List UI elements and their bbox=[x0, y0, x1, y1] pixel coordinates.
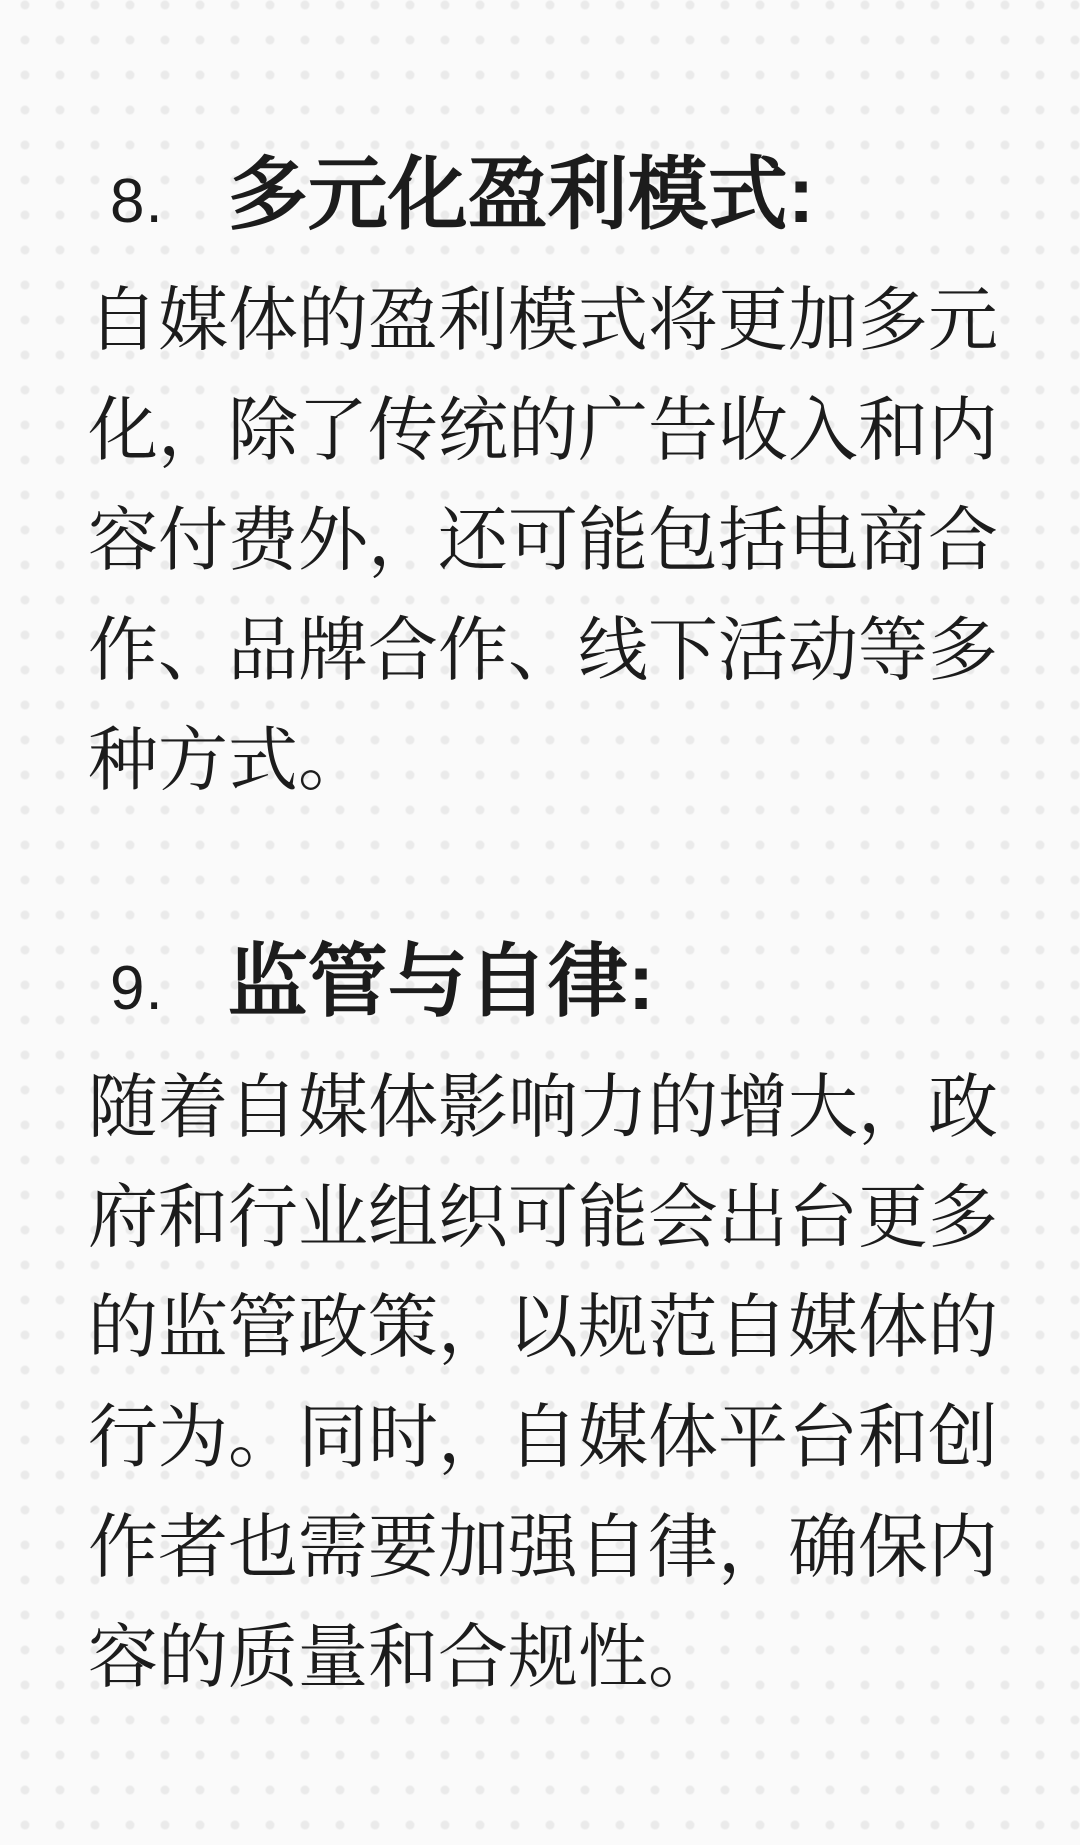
body-line: 府和行业组织可能会出台更多 bbox=[88, 1178, 998, 1256]
list-number-9: 9. bbox=[110, 954, 164, 1023]
body-line: 的监管政策，以规范自媒体的 bbox=[88, 1288, 998, 1366]
body-line: 种方式。 bbox=[88, 721, 368, 799]
body-line: 容付费外，还可能包括电商合 bbox=[88, 501, 998, 579]
body-line: 化，除了传统的广告收入和内 bbox=[88, 391, 998, 469]
section-8 bbox=[88, 140, 1080, 815]
body-line: 行为。同时，自媒体平台和创 bbox=[88, 1398, 998, 1476]
section-9 bbox=[88, 927, 1080, 1712]
body-line: 自媒体的盈利模式将更加多元 bbox=[88, 281, 998, 359]
section-8-heading: 多元化盈利模式: bbox=[227, 150, 815, 239]
section-9-paragraph bbox=[88, 1052, 1028, 1712]
body-line: 作者也需要加强自律，确保内 bbox=[88, 1508, 998, 1586]
section-9-heading-row bbox=[88, 927, 1080, 1044]
body-line: 随着自媒体影响力的增大，政 bbox=[88, 1068, 998, 1146]
section-8-heading-row bbox=[88, 140, 1080, 257]
body-line: 容的质量和合规性。 bbox=[88, 1618, 718, 1696]
section-9-heading: 监管与自律: bbox=[227, 937, 655, 1026]
body-line: 作、品牌合作、线下活动等多 bbox=[88, 611, 998, 689]
list-number-8: 8. bbox=[110, 167, 164, 236]
section-8-paragraph bbox=[88, 265, 1028, 815]
